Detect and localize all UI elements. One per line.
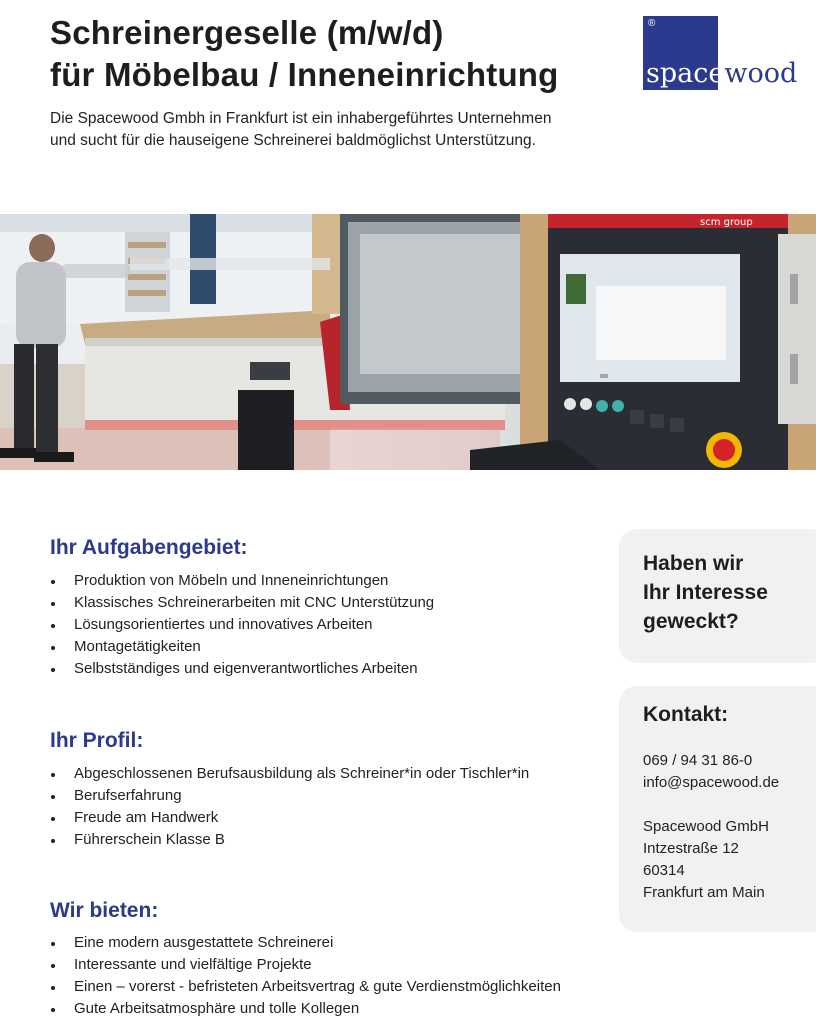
contact-street: Intzestraße 12: [643, 840, 739, 857]
interest-heading: [643, 549, 768, 636]
intro-text: [50, 108, 590, 152]
list-item: Abgeschlossenen Berufsausbildung als Schreiner*in oder Tischler*in: [50, 763, 610, 785]
contact-city: Frankfurt am Main: [643, 884, 765, 901]
logo-wordmark: [646, 59, 797, 89]
machine-brand-label: scm group: [700, 217, 753, 228]
workshop-illustration: [0, 214, 816, 470]
list-item: Klassisches Schreinerarbeiten mit CNC Unterstützung: [50, 592, 610, 614]
list-item: Interessante und vielfältige Projekte: [50, 954, 610, 976]
job-title-line-1: Schreinergeselle (m/w/d): [50, 14, 444, 51]
list-item: Lösungsorientiertes und innovatives Arbeiten: [50, 614, 610, 636]
job-title-line-2: für Möbelbau / Inneneinrichtung: [50, 56, 559, 93]
list-item: Produktion von Möbeln und Inneneinrichtungen: [50, 570, 610, 592]
bieten-list: [50, 932, 610, 1020]
contact-company: Spacewood GmbH: [643, 818, 769, 835]
list-item: Eine modern ausgestattete Schreinerei: [50, 932, 610, 954]
registered-mark: ®: [648, 18, 656, 29]
aufgaben-heading: Ihr Aufgabengebiet:: [50, 536, 248, 559]
intro-line-1: Die Spacewood Gmbh in Frankfurt ist ein inhabergeführtes Unternehmen: [50, 110, 552, 127]
profil-heading: Ihr Profil:: [50, 729, 144, 752]
contact-email[interactable]: info@spacewood.de: [643, 774, 780, 791]
contact-spacer: [643, 794, 779, 816]
list-item: Gute Arbeitsatmosphäre und tolle Kollegen: [50, 998, 610, 1020]
workshop-photo: [0, 214, 816, 470]
spacewood-logo: [643, 16, 798, 92]
list-item: Berufserfahrung: [50, 785, 610, 807]
list-item: Führerschein Klasse B: [50, 829, 610, 851]
aufgaben-list: [50, 570, 610, 680]
job-title: [50, 12, 559, 96]
bieten-heading: Wir bieten:: [50, 899, 159, 922]
logo-word-wood: wood: [724, 58, 798, 89]
list-item: Freude am Handwerk: [50, 807, 610, 829]
interest-line-1: Haben wir: [643, 552, 744, 575]
logo-word-space: space: [646, 58, 725, 89]
list-item: Montagetätigkeiten: [50, 636, 610, 658]
contact-phone[interactable]: 069 / 94 31 86-0: [643, 752, 753, 769]
list-item: Einen – vorerst - befristeten Arbeitsvertrag & gute Verdienstmöglichkeiten: [50, 976, 610, 998]
contact-zip: 60314: [643, 862, 685, 879]
contact-card: [619, 686, 816, 932]
intro-line-2: und sucht für die hauseigene Schreinerei baldmöglichst Unterstützung.: [50, 132, 536, 149]
contact-info: [643, 750, 779, 904]
interest-card: [619, 529, 816, 663]
interest-line-3: geweckt?: [643, 610, 739, 633]
interest-line-2: Ihr Interesse: [643, 581, 768, 604]
profil-list: [50, 763, 610, 851]
contact-heading: Kontakt:: [643, 703, 729, 726]
list-item: Selbstständiges und eigenverantwortliches Arbeiten: [50, 658, 610, 680]
